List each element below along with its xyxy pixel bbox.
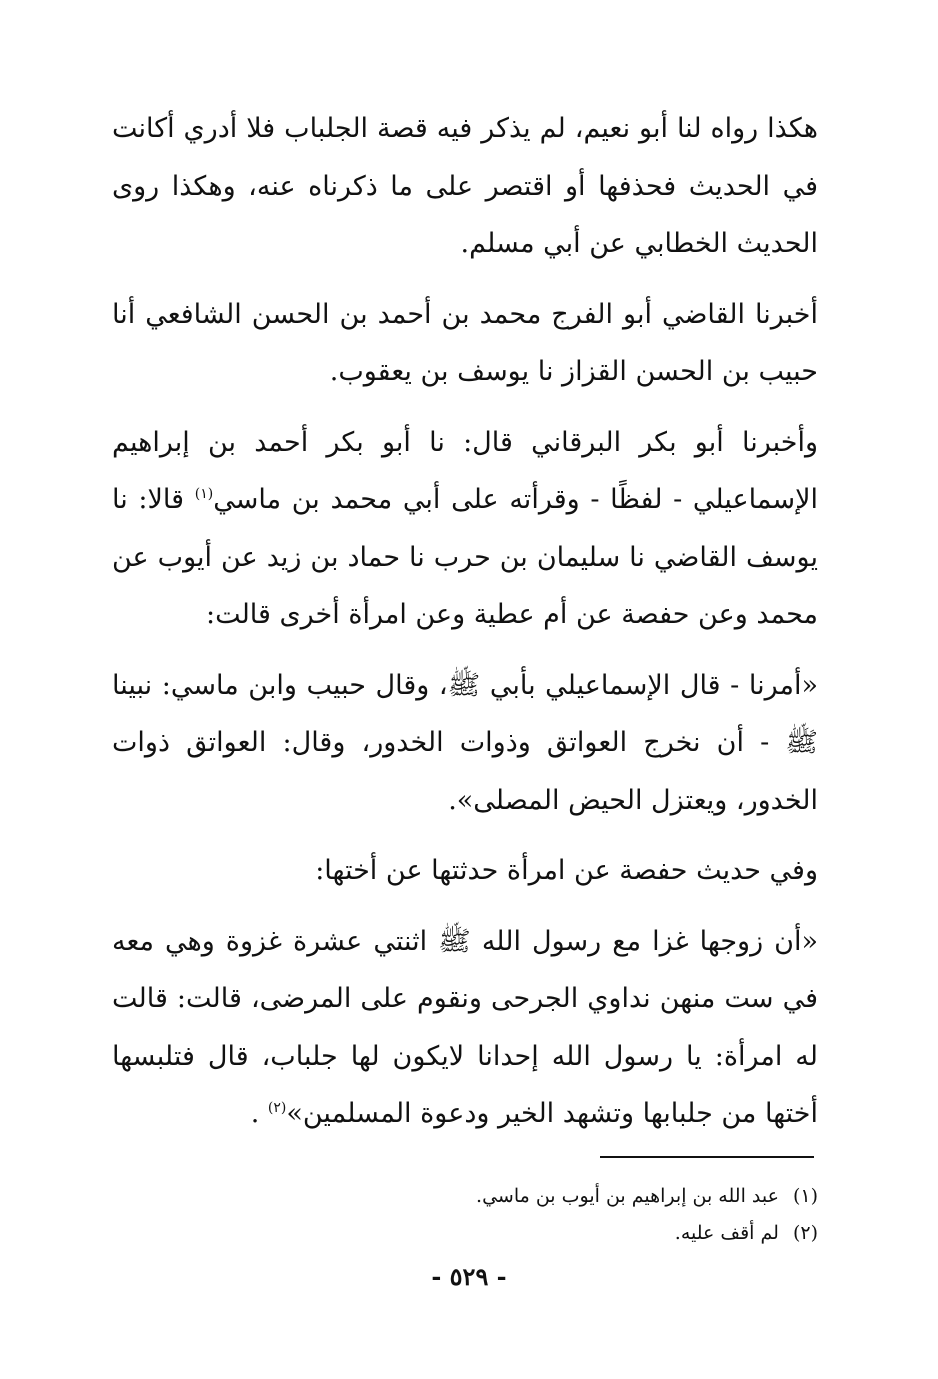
footnote-ref-2[interactable]: (٢) [267, 1100, 287, 1116]
footnote-separator [600, 1156, 814, 1158]
paragraph-4 [112, 657, 818, 830]
paragraph-text: «أن زوجها غزا مع رسول الله ﷺ اثنتي عشرة غزوة وهي معه في ست منهن نداوي الجرحى ونقوم على المرضى، قالت: قالت له امرأة: يا رسول الله إحدانا لايكون لها جلباب، قال فتلبسها أختها من جلبابها وتشهد الخير ودعوة المسلمين» [112, 925, 818, 1129]
paragraph-text: هكذا رواه لنا أبو نعيم، لم يذكر فيه قصة الجلباب فلا أدري أكانت في الحديث فحذفها أو اقتصر على ما ذكرناه عنه، وهكذا روى الحديث الخطابي عن أبي مسلم. [112, 113, 818, 259]
paragraph-1 [112, 100, 818, 273]
paragraph-text: «أمرنا - قال الإسماعيلي بأبي ﷺ، وقال حبيب وابن ماسي: نبينا ﷺ - أن نخرج العواتق وذوات الخدور، وقال: العواتق ذوات الخدور، ويعتزل الحيض المصلى». [112, 669, 818, 816]
paragraph-text: وفي حديث حفصة عن امرأة حدثتها عن أختها: [315, 855, 818, 886]
paragraph-5 [112, 842, 818, 900]
paragraph-text: أخبرنا القاضي أبو الفرج محمد بن أحمد بن الحسن الشافعي أنا حبيب بن الحسن القزاز نا يوسف بن يعقوب. [112, 298, 818, 387]
paragraph-text: قالا: نا يوسف القاضي نا سليمان بن حرب نا حماد بن زيد عن أيوب عن محمد وعن حفصة عن أم عطية وعن امرأة أخرى قالت: [112, 484, 818, 630]
main-text [112, 100, 818, 1156]
footnote-2 [112, 1215, 818, 1252]
paragraph-2 [112, 286, 818, 401]
paragraph-6 [112, 913, 818, 1143]
footnote-number: (١) [792, 1185, 818, 1207]
footnote-text: لم أقف عليه. [674, 1222, 779, 1244]
footnote-number: (٢) [792, 1222, 818, 1244]
footnotes [112, 1178, 818, 1252]
paragraph-text: وأخبرنا أبو بكر البرقاني قال: نا أبو بكر أحمد بن إبراهيم الإسماعيلي - لفظًا - وقرأته على أبي محمد بن ماسي [112, 426, 818, 515]
footnote-ref-1[interactable]: (١) [194, 486, 214, 502]
paragraph-text: . [250, 1098, 268, 1129]
footnote-text: عبد الله بن إبراهيم بن أيوب بن ماسي. [476, 1185, 779, 1207]
paragraph-3 [112, 414, 818, 644]
page-number: - ٥٢٩ - [431, 1262, 507, 1291]
footnote-1 [112, 1178, 818, 1215]
